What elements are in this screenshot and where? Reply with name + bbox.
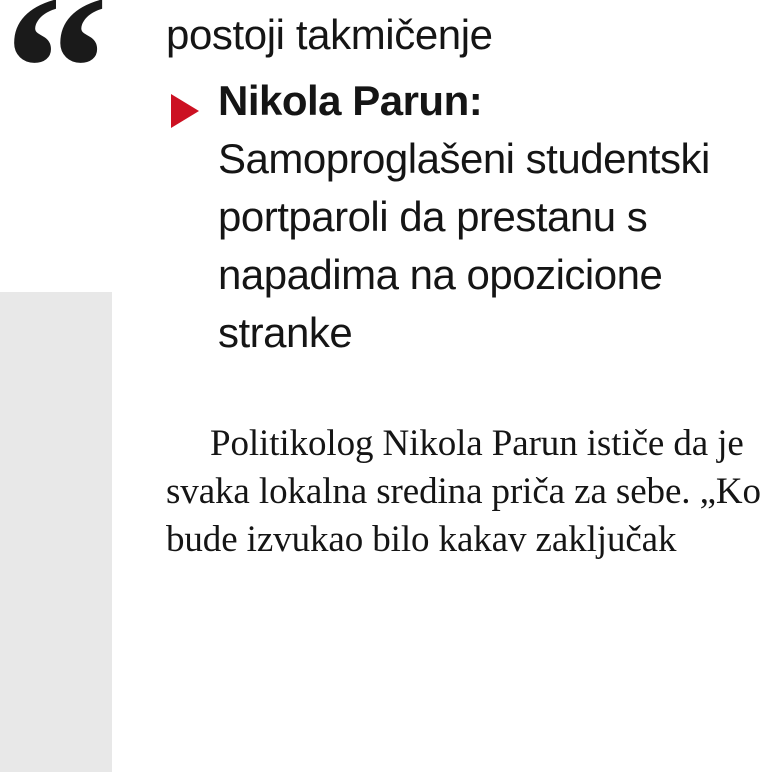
opening-quote-mark: “ — [4, 0, 103, 185]
headline — [166, 72, 762, 362]
body-paragraph-text: Politikolog Nikola Parun ističe da je svaka lokalna sredina priča za sebe. „Ko bude izvukao bilo kakav zaključak — [166, 423, 761, 560]
kicker-line: postoji takmičenje — [166, 11, 493, 58]
red-triangle-bullet-icon — [171, 94, 199, 128]
article-text-column — [166, 0, 762, 772]
headline-block — [166, 72, 762, 362]
body-paragraph — [166, 362, 762, 564]
headline-statement: Samoproglašeni studentski portparoli da prestanu s napadima na opozicione stranke — [218, 135, 710, 356]
decorative-grey-panel — [0, 292, 112, 772]
headline-speaker-name: Nikola Parun: — [218, 77, 483, 124]
